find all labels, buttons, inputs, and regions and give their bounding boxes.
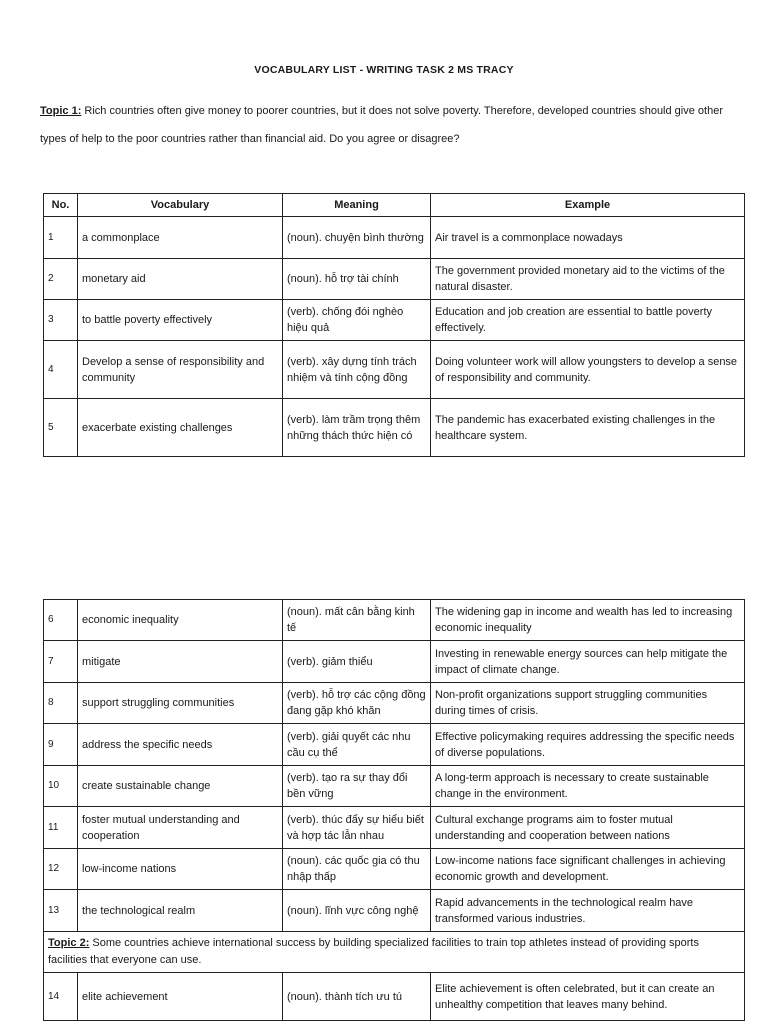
meaning-cell: (verb). giảm thiểu bbox=[283, 641, 431, 683]
topic-2-text: Some countries achieve international success by building specialized facilities to train top athletes instead of providing sports facilities that everyone can use. bbox=[48, 937, 699, 966]
row-number: 5 bbox=[44, 399, 78, 457]
vocabulary-cell: mitigate bbox=[78, 641, 283, 683]
example-cell: Investing in renewable energy sources can help mitigate the impact of climate change. bbox=[431, 641, 745, 683]
vocabulary-cell: address the specific needs bbox=[78, 724, 283, 766]
vocabulary-table-2 bbox=[43, 599, 745, 1021]
vocabulary-table-1 bbox=[43, 193, 745, 457]
vocabulary-cell: monetary aid bbox=[78, 259, 283, 300]
page-title: VOCABULARY LIST - WRITING TASK 2 MS TRACY bbox=[254, 64, 514, 76]
meaning-cell: (noun). các quốc gia có thu nhập thấp bbox=[283, 849, 431, 890]
vocabulary-cell: elite achievement bbox=[78, 973, 283, 1021]
table-row bbox=[44, 399, 745, 457]
table-row bbox=[44, 724, 745, 766]
example-cell: Doing volunteer work will allow youngsters to develop a sense of responsibility and community. bbox=[431, 341, 745, 399]
example-cell: A long-term approach is necessary to create sustainable change in the environment. bbox=[431, 766, 745, 807]
row-number: 9 bbox=[44, 724, 78, 766]
meaning-cell: (noun). chuyện bình thường bbox=[283, 217, 431, 259]
row-number: 3 bbox=[44, 300, 78, 341]
table-row bbox=[44, 600, 745, 641]
vocabulary-cell: exacerbate existing challenges bbox=[78, 399, 283, 457]
meaning-cell: (noun). thành tích ưu tú bbox=[283, 973, 431, 1021]
header-meaning: Meaning bbox=[283, 194, 431, 217]
row-number: 8 bbox=[44, 683, 78, 724]
example-cell: Non-profit organizations support struggling communities during times of crisis. bbox=[431, 683, 745, 724]
table-row bbox=[44, 890, 745, 932]
row-number: 13 bbox=[44, 890, 78, 932]
meaning-cell: (verb). làm trầm trọng thêm những thách thức hiện có bbox=[283, 399, 431, 457]
vocabulary-cell: support struggling communities bbox=[78, 683, 283, 724]
row-number: 10 bbox=[44, 766, 78, 807]
topic-2-label: Topic 2: bbox=[48, 937, 90, 949]
table-header-row bbox=[44, 194, 745, 217]
table-row bbox=[44, 807, 745, 849]
row-number: 2 bbox=[44, 259, 78, 300]
example-cell: Rapid advancements in the technological realm have transformed various industries. bbox=[431, 890, 745, 932]
example-cell: Air travel is a commonplace nowadays bbox=[431, 217, 745, 259]
row-number: 1 bbox=[44, 217, 78, 259]
vocabulary-cell: low-income nations bbox=[78, 849, 283, 890]
example-cell: Cultural exchange programs aim to foster mutual understanding and cooperation between nations bbox=[431, 807, 745, 849]
meaning-cell: (noun). mất cân bằng kinh tế bbox=[283, 600, 431, 641]
topic-1-text: Rich countries often give money to poorer countries, but it does not solve poverty. Therefore, developed countries should give other types of help to the poor countries rather than financial aid. Do you agree or disagree? bbox=[40, 105, 723, 145]
row-number: 11 bbox=[44, 807, 78, 849]
table-row bbox=[44, 766, 745, 807]
vocabulary-cell: foster mutual understanding and cooperation bbox=[78, 807, 283, 849]
vocabulary-cell: economic inequality bbox=[78, 600, 283, 641]
row-number: 14 bbox=[44, 973, 78, 1021]
meaning-cell: (verb). tạo ra sự thay đổi bền vững bbox=[283, 766, 431, 807]
topic-2-row bbox=[44, 932, 745, 973]
meaning-cell: (verb). giải quyết các nhu cầu cụ thể bbox=[283, 724, 431, 766]
header-example: Example bbox=[431, 194, 745, 217]
vocabulary-cell: to battle poverty effectively bbox=[78, 300, 283, 341]
meaning-cell: (verb). xây dựng tính trách nhiệm và tính cộng đồng bbox=[283, 341, 431, 399]
table-row bbox=[44, 683, 745, 724]
table-row bbox=[44, 300, 745, 341]
table-row bbox=[44, 217, 745, 259]
header-vocabulary: Vocabulary bbox=[78, 194, 283, 217]
topic-1-label: Topic 1: bbox=[40, 105, 82, 117]
vocabulary-cell: Develop a sense of responsibility and community bbox=[78, 341, 283, 399]
table-row bbox=[44, 641, 745, 683]
row-number: 6 bbox=[44, 600, 78, 641]
example-cell: The pandemic has exacerbated existing challenges in the healthcare system. bbox=[431, 399, 745, 457]
example-cell: Low-income nations face significant challenges in achieving economic growth and development. bbox=[431, 849, 745, 890]
table-row bbox=[44, 259, 745, 300]
meaning-cell: (noun). lĩnh vực công nghệ bbox=[283, 890, 431, 932]
table-row bbox=[44, 973, 745, 1021]
meaning-cell: (verb). chống đói nghèo hiệu quả bbox=[283, 300, 431, 341]
example-cell: Education and job creation are essential to battle poverty effectively. bbox=[431, 300, 745, 341]
example-cell: Elite achievement is often celebrated, but it can create an unhealthy competition that leaves many behind. bbox=[431, 973, 745, 1021]
row-number: 7 bbox=[44, 641, 78, 683]
topic-1-prompt bbox=[40, 97, 740, 153]
table-row bbox=[44, 849, 745, 890]
meaning-cell: (verb). hỗ trợ các cộng đồng đang gặp khó khăn bbox=[283, 683, 431, 724]
topic-2-prompt bbox=[44, 932, 745, 973]
example-cell: The government provided monetary aid to the victims of the natural disaster. bbox=[431, 259, 745, 300]
vocabulary-cell: create sustainable change bbox=[78, 766, 283, 807]
vocabulary-cell: the technological realm bbox=[78, 890, 283, 932]
meaning-cell: (noun). hỗ trợ tài chính bbox=[283, 259, 431, 300]
vocabulary-cell: a commonplace bbox=[78, 217, 283, 259]
table-row bbox=[44, 341, 745, 399]
example-cell: The widening gap in income and wealth has led to increasing economic inequality bbox=[431, 600, 745, 641]
meaning-cell: (verb). thúc đẩy sự hiểu biết và hợp tác lẫn nhau bbox=[283, 807, 431, 849]
row-number: 12 bbox=[44, 849, 78, 890]
example-cell: Effective policymaking requires addressing the specific needs of diverse populations. bbox=[431, 724, 745, 766]
row-number: 4 bbox=[44, 341, 78, 399]
header-no: No. bbox=[44, 194, 78, 217]
